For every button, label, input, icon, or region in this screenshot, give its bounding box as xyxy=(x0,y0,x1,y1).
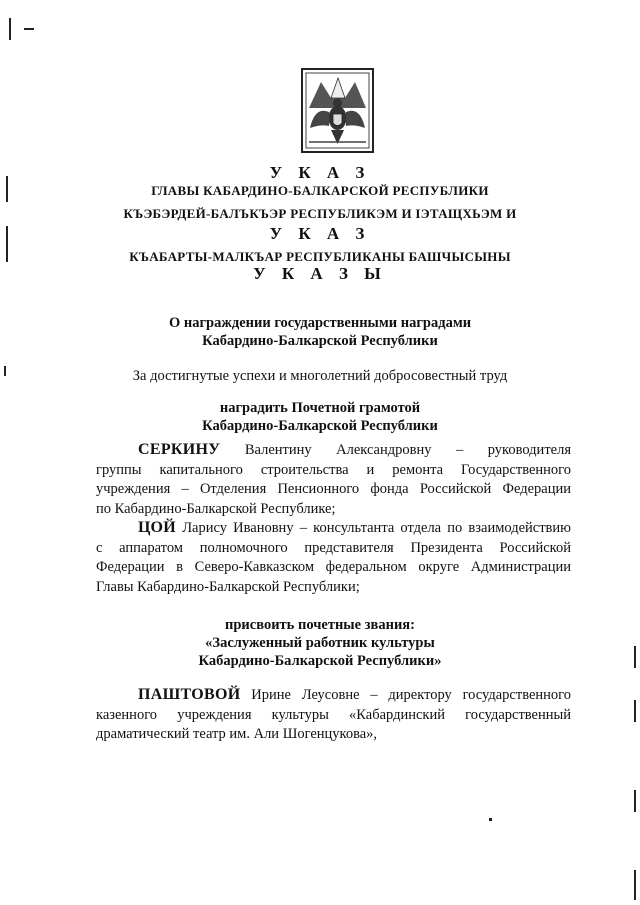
section-heading: «Заслуженный работник культуры xyxy=(205,635,435,651)
awardee-details: Ирине Леусовне – директору государственного xyxy=(251,687,572,703)
awardee-name: СЕРКИНУ xyxy=(138,441,221,458)
paragraph-line: казенного учреждения культуры «Кабардинский государственный xyxy=(96,706,571,723)
awardee-paragraph xyxy=(96,518,571,597)
awardee-paragraph xyxy=(96,685,571,745)
scan-artifact xyxy=(24,28,34,30)
section-heading: Кабардино-Балкарской Республики» xyxy=(198,653,442,669)
section-heading: присвоить почетные звания: xyxy=(225,617,415,633)
section-heading: Кабардино-Балкарской Республики xyxy=(202,418,438,434)
paragraph-line: по Кабардино-Балкарской Республике; xyxy=(96,500,336,517)
decree-title-ru: У К А З xyxy=(269,163,371,182)
subject-line: О награждении государственными наградами xyxy=(168,315,472,331)
award-section-gramota xyxy=(90,399,550,435)
awardee-details: Валентину Александровну – руководителя xyxy=(244,442,571,458)
scan-artifact xyxy=(6,176,8,202)
award-section-title xyxy=(90,616,550,670)
awardee-name: ПАШТОВОЙ xyxy=(138,686,241,703)
coat-of-arms-icon xyxy=(301,68,374,153)
decree-title-krc: У К А З Ы xyxy=(253,264,387,283)
scan-artifact xyxy=(6,226,8,262)
scan-artifact xyxy=(634,646,636,668)
paragraph-line: учреждения – Отделения Пенсионного фонда Российской Федерации xyxy=(96,481,571,497)
awardee-details: Ларису Ивановну – консультанта отдела по взаимодействию xyxy=(182,520,571,536)
decree-title-kbd: У К А З xyxy=(269,224,371,243)
scan-artifact xyxy=(489,818,492,821)
awardee-name: ЦОЙ xyxy=(138,519,177,536)
scan-artifact xyxy=(634,870,636,900)
paragraph-line: группы капитального строительства и ремонта Государственного xyxy=(96,461,571,478)
decree-preamble: За достигнутые успехи и многолетний добросовестный труд xyxy=(132,368,508,384)
awardee-paragraph xyxy=(96,440,571,519)
issuer-kbd: КЪЭБЭРДЕЙ-БАЛЪКЪЭР РЕСПУБЛИКЭМ И ІЭТАЩХЬЭМ И xyxy=(123,206,517,221)
awardee-first-line xyxy=(96,518,571,539)
scan-artifact xyxy=(9,18,11,40)
paragraph-line: с аппаратом полномочного представителя Президента Российской xyxy=(96,539,571,556)
awardee-first-line xyxy=(96,440,571,461)
paragraph-line: Главы Кабардино-Балкарской Республики; xyxy=(96,578,360,595)
paragraph-line: Федерации в Северо-Кавказском федеральном округе Администрации xyxy=(96,559,571,575)
issuer-krc: КЪАБАРТЫ-МАЛКЪАР РЕСПУБЛИКАНЫ БАШЧЫСЫНЫ xyxy=(129,249,511,264)
paragraph-line: драматический театр им. Али Шогенцукова», xyxy=(96,726,378,742)
issuer-ru: ГЛАВЫ КАБАРДИНО-БАЛКАРСКОЙ РЕСПУБЛИКИ xyxy=(151,183,489,198)
section-heading: наградить Почетной грамотой xyxy=(219,400,421,416)
decree-subject xyxy=(90,314,550,350)
scan-artifact xyxy=(634,790,636,812)
scan-artifact xyxy=(634,700,636,722)
subject-line: Кабардино-Балкарской Республики xyxy=(202,333,438,349)
awardee-first-line xyxy=(96,685,571,706)
